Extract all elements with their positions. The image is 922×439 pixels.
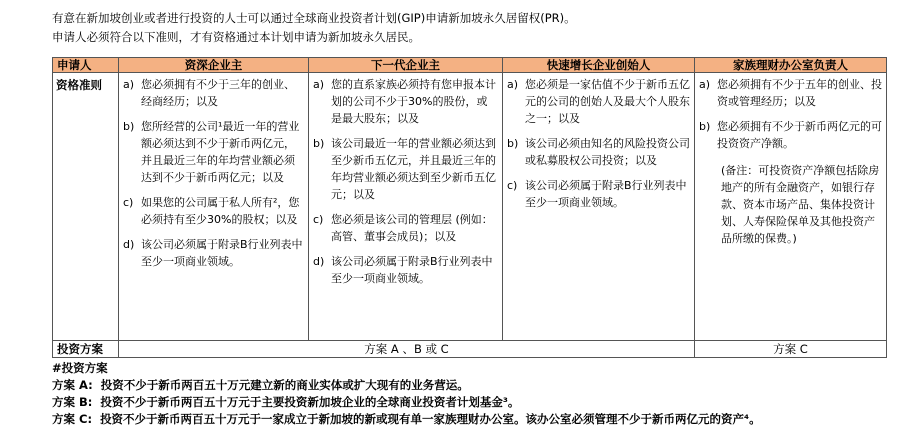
investment-row — [53, 341, 887, 358]
list-item: c) 如果您的公司属于私人所有²，您必须持有至少30%的股权；以及 — [123, 196, 300, 226]
list-item: d) 该公司必须属于附录B行业列表中至少一项商业领域。 — [123, 238, 303, 268]
criteria-row — [53, 73, 887, 341]
investment-options-abc: 方案 A 、B 或 C — [119, 341, 695, 358]
plan-c: 方案 C: 投资不少于新币两百五十万元于一家成立于新加坡的新或现有单一家族理财办公室。该办公室必须管理不少于新币两亿元的资产⁴。 — [52, 412, 761, 426]
investment-label: 投资方案 — [53, 341, 119, 358]
header-applicant: 申请人 — [53, 58, 119, 73]
intro-line-2: 申请人必须符合以下准则，才有资格通过本计划申请为新加坡永久居民。 — [52, 30, 420, 44]
list-item: b) 该公司必须由知名的风险投资公司或私募股权公司投资；以及 — [507, 137, 690, 167]
list-item: a) 您的直系家族必须持有您申报本计划的公司不少于30%的股份，或是最大股东；以及 — [313, 78, 496, 125]
list-item: b) 您必须拥有不少于新币两亿元的可投资资产净额。 — [699, 120, 882, 150]
list-item: a) 您必须拥有不少于五年的创业、投资或管理经历；以及 — [699, 78, 882, 108]
family-office-head-criteria — [695, 73, 887, 341]
header-fast-growth-founder: 快速增长企业创始人 — [503, 58, 695, 73]
list-item: a) 您必须是一家估值不少于新币五亿元的公司的创始人及最大个人股东之一；以及 — [507, 78, 690, 125]
fast-growth-founder-criteria — [503, 73, 695, 341]
plan-b: 方案 B: 投资不少于新币两百五十万元于主要投资新加坡企业的全球商业投资者计划基金³。 — [52, 395, 520, 409]
list-item: d) 该公司必须属于附录B行业列表中至少一项商业领域。 — [313, 255, 493, 285]
intro-line-1: 有意在新加坡创业或者进行投资的人士可以通过全球商业投资者计划(GIP)申请新加坡永久居留权(PR)。 — [52, 11, 576, 25]
investment-plans — [52, 360, 912, 428]
plans-title: #投资方案 — [52, 361, 108, 375]
plan-a: 方案 A: 投资不少于新币两百五十万元建立新的商业实体或扩大现有的业务营运。 — [52, 378, 469, 392]
investment-option-c: 方案 C — [695, 341, 887, 358]
criteria-label: 资格准则 — [53, 73, 119, 341]
intro — [52, 9, 912, 47]
list-item: c) 您必须是该公司的管理层 (例如：高管、董事会成员)；以及 — [313, 213, 493, 243]
header-row — [53, 58, 887, 73]
list-item: a) 您必须拥有不少于三年的创业、经商经历；以及 — [123, 78, 295, 108]
list-item: b) 该公司最近一年的营业额必须达到至少新币五亿元，并且最近三年的年均营业额必须达到至少新币五亿元；以及 — [313, 137, 496, 201]
header-family-office-head: 家族理财办公室负责人 — [695, 58, 887, 73]
header-senior-owner: 资深企业主 — [119, 58, 309, 73]
header-next-gen-owner: 下一代企业主 — [309, 58, 503, 73]
investable-assets-note: (备注：可投资资产净额包括除房地产的所有金融资产，如银行存款、资本市场产品、集体投资计划、人寿保险保单及其他投资产品所缴的保费。) — [721, 164, 880, 245]
criteria-table — [52, 57, 887, 358]
next-gen-owner-criteria — [309, 73, 503, 341]
senior-owner-criteria — [119, 73, 309, 341]
list-item: b) 您所经营的公司¹最近一年的营业额必须达到不少于新币两亿元，并且最近三年的年均营业额必须达到不少于新币两亿元；以及 — [123, 120, 300, 184]
list-item: c) 该公司必须属于附录B行业列表中至少一项商业领域。 — [507, 179, 687, 209]
